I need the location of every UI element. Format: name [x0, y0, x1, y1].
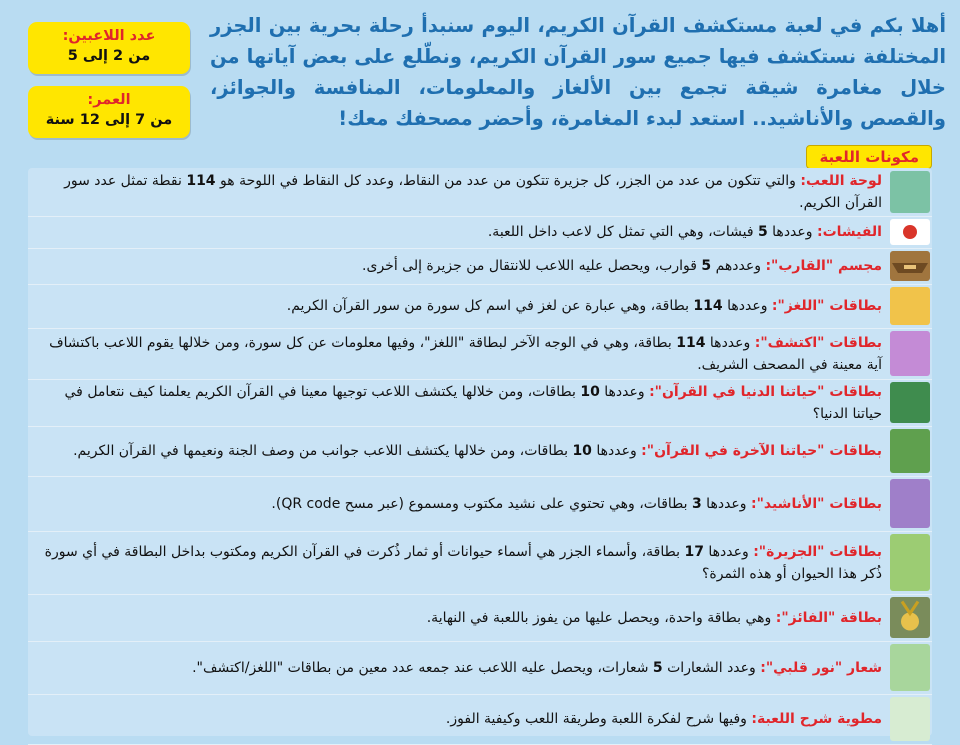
noor-qalbi-logo-icon [890, 644, 930, 691]
component-label: بطاقات "الجزيرة": [753, 543, 882, 560]
winner-card-icon [890, 597, 930, 638]
component-count: 10 [572, 443, 592, 459]
component-text: والتي تتكون من عدد من الجزر، كل جزيرة تتكون من عدد من النقاط، وعدد كل النقاط في اللوحة هو [215, 173, 801, 189]
component-text: وعددهم [711, 258, 766, 274]
component-count: 5 [652, 659, 663, 676]
component-count: 10 [580, 383, 600, 400]
component-label: بطاقات "الأناشيد": [750, 495, 882, 512]
component-count: 5 [701, 258, 712, 274]
component-text-continued: بطاقة، وهي عبارة عن لغز في اسم كل سورة من سور القرآن الكريم. [286, 298, 694, 314]
component-row [28, 284, 932, 329]
component-row [28, 694, 932, 745]
component-label: بطاقات "اكتشف": [754, 334, 882, 351]
boat-icon [890, 251, 930, 281]
component-text: وعدد الشعارات [662, 659, 761, 676]
age-badge-value: من 7 إلى 12 سنة [45, 112, 173, 128]
board-icon [890, 171, 930, 213]
songs-card-icon [890, 479, 930, 528]
component-label: بطاقات "اللغز": [771, 298, 882, 314]
components-heading: مكونات اللعبة [806, 145, 932, 169]
component-row [28, 168, 932, 217]
component-label: بطاقة "الفائز": [775, 609, 882, 626]
component-row [28, 379, 932, 427]
component-text: وعددها [591, 443, 642, 459]
component-row [28, 426, 932, 477]
hereafter-card-icon [890, 429, 930, 473]
component-text-continued: بطاقات، وهي تحتوي على نشيد مكتوب ومسموع (عبر مسح QR code). [271, 495, 692, 512]
riddle-card-icon [890, 287, 930, 325]
token-icon [890, 219, 930, 245]
island-card-icon [890, 534, 930, 591]
component-text-continued: شعارات، ويحصل عليه اللاعب عند جمعه عدد معين من بطاقات "اللغز/اكتشف". [192, 659, 653, 676]
component-count: 3 [691, 495, 702, 512]
component-text: وهي بطاقة واحدة، ويحصل عليها من يفوز باللعبة في النهاية. [426, 609, 776, 626]
component-label: مجسم "القارب": [765, 258, 882, 274]
component-text-continued: بطاقة، وأسماء الجزر هي أسماء حيوانات أو ثمار ذُكرت في القرآن الكريم ومكتوب بداخل البطاقة في أي سورة ذُكر هذا الحيوان أو هذه الثمرة؟ [44, 543, 882, 582]
component-label: بطاقات "حياتنا الآخرة في القرآن": [641, 443, 882, 459]
brochure-icon [890, 697, 930, 741]
component-row [28, 248, 932, 285]
component-text: وعددها [705, 334, 755, 351]
component-text: وعددها [722, 298, 772, 314]
component-label: الفيشات: [816, 224, 882, 240]
worldly-card-icon [890, 382, 930, 423]
players-badge [28, 22, 190, 74]
component-row [28, 594, 932, 642]
intro-paragraph: أهلا بكم في لعبة مستكشف القرآن الكريم، اليوم سنبدأ رحلة بحرية بين الجزر المختلفة نستكشف فيها جميع سور القرآن الكريم، ونطّلع على بعض آياتها من خلال مغامرة شيقة تجمع بين الألغاز والمعلومات، المنافسة والجوائز، والقصص والأناشيد.. استعد لبدء المغامرة، وأحضر مصحفك معك! [210, 14, 946, 130]
component-row [28, 328, 932, 380]
component-count: 114 [693, 298, 723, 314]
age-badge-title: العمر: [87, 92, 131, 108]
components-list [28, 168, 932, 736]
component-label: شعار "نور قلبي": [760, 659, 882, 676]
component-text-continued: بطاقة، وهي في الوجه الآخر لبطاقة "اللغز"، وفيها معلومات عن كل سورة، ومن خلالها يقوم اللاعب باكتشاف آية معينة في المصحف الشريف. [49, 334, 882, 373]
component-row [28, 476, 932, 532]
component-count: 114 [186, 173, 216, 189]
component-text: وعددها [599, 383, 650, 400]
component-label: مطوية شرح اللعبة: [751, 711, 882, 727]
component-text-continued: نقطة تمثل عدد سور القرآن الكريم. [64, 173, 882, 211]
players-badge-value: من 2 إلى 5 [67, 48, 151, 64]
component-row [28, 216, 932, 249]
discover-card-icon [890, 331, 930, 376]
component-count: 17 [684, 543, 704, 560]
component-text-continued: بطاقات، ومن خلالها يكتشف اللاعب توجيها معينا في القرآن الكريم يعلمنا كيف نتعامل في حياتنا الدنيا؟ [64, 383, 882, 422]
component-label: لوحة اللعب: [800, 173, 882, 189]
component-text: وعددها [703, 543, 754, 560]
component-text-continued: بطاقات، ومن خلالها يكتشف اللاعب جوانب من وصف الجنة ونعيمها في القرآن الكريم. [73, 443, 573, 459]
component-row [28, 641, 932, 695]
component-text: وفيها شرح لفكرة اللعبة وطريقة اللعب وكيفية الفوز. [445, 711, 752, 727]
component-text-continued: قوارب، ويحصل عليه اللاعب للانتقال من جزيرة إلى أخرى. [362, 258, 702, 274]
component-count: 114 [676, 334, 706, 351]
component-text: وعددها [701, 495, 751, 512]
players-badge-title: عدد اللاعبين: [62, 28, 156, 44]
component-text: وعددها [767, 224, 817, 240]
component-text-continued: فيشات، وهي التي تمثل كل لاعب داخل اللعبة. [487, 224, 758, 240]
component-count: 5 [757, 224, 768, 240]
component-label: بطاقات "حياتنا الدنيا في القرآن": [649, 383, 882, 400]
component-row [28, 531, 932, 595]
age-badge [28, 86, 190, 138]
